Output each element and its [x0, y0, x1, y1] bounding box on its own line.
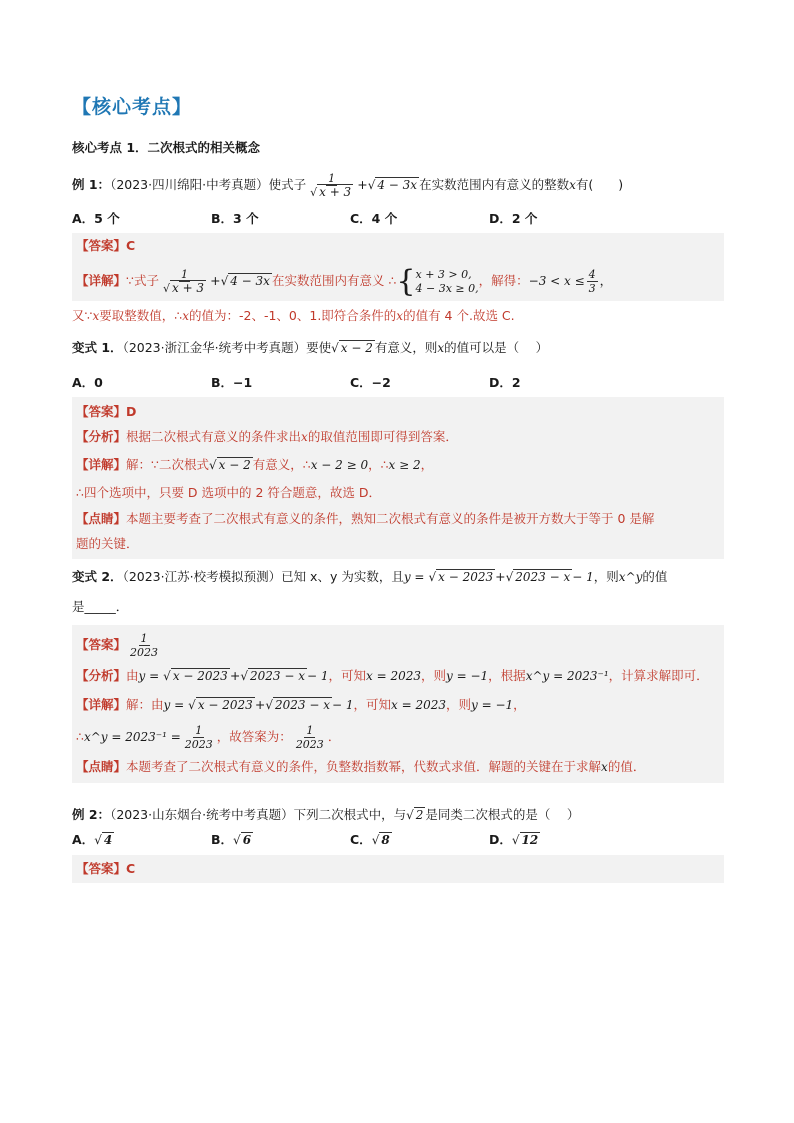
option-d[interactable]: D．2 个: [489, 211, 538, 226]
inequality-system: { x + 3 > 0, 4 − 3x ≥ 0,: [396, 263, 479, 299]
option-b[interactable]: B．3 个: [211, 211, 259, 226]
option-c[interactable]: C．√ 8: [350, 832, 390, 847]
example-1-question: 例 1：（2023·四川绵阳·中考真题）使式子 $\frac{1}{√ x + 3}$ +√ 4 − 3x 在实数范围内有意义的整数x有( ): [72, 172, 624, 199]
section-header: 【核心考点】: [72, 96, 193, 118]
fraction: $\frac{1}{√ x + 3}$: [310, 172, 352, 199]
option-c[interactable]: C．4 个: [350, 211, 398, 226]
example-2-question: 例 2：（2023·山东烟台·统考中考真题）下列二次根式中，与√ 2 是同类二次根式的是（ ）: [72, 807, 580, 822]
option-a[interactable]: A．√ 4: [72, 832, 113, 847]
option-b[interactable]: B．√ 6: [211, 832, 252, 847]
variant-1-options: [72, 372, 724, 394]
answer-line: 【答案】C: [76, 238, 136, 253]
detail-line: 【详解】∵式子 $\frac{1}{√ x + 3}$ +√ 4 − 3x 在实数范围内有意义 ∴ { x + 3 > 0, 4 − 3x ≥ 0, ，解得：−3 < x ≤ $\frac{4}{3}$ ，: [76, 263, 613, 299]
option-b[interactable]: B．−1: [211, 375, 253, 390]
topic-title: 核心考点 1．二次根式的相关概念: [72, 140, 261, 155]
example-2-options: [72, 828, 724, 852]
page-content: 【核心考点】 核心考点 1．二次根式的相关概念 例 1：（2023·四川绵阳·中考真题）使式子 $\frac{1}{√ x + 3}$ +√ 4 − 3x 在实数范围内有意义的整数x有( ) A．5 个 B．3 个 C．4 个 D．2 个 【答案】C 【详解】∵式子 $\frac{1}{√ x + 3}$ +√ 4 − 3x 在实数范围内有意义 ∴ { x + 3 > 0, 4 − 3x ≥ 0, ，解得：−3 < x ≤ $\frac{4}{3}$ ， 又∵x要取整数值，∴x的值为：-2、-1、0、1.即符合条件的x的值有 4 个.故选 C. 变式 1．（2023·浙江金华·统考中考真题）要使√ x − 2 有意义，则x的值可以是（ ） A．0 B．−1 C．−2 D．2 【答案】D 【分析】根据二次根式有意义的条件求出x的取值范围即可得到答案． 【详解】解：∵二次根式√ x − 2 有意义，∴x − 2 ≥ 0，∴x ≥ 2， ∴四个选项中，只要 D 选项中的 2 符合题意，故选 D． 【点睛】本题主要考查了二次根式有意义的条件，熟知二次根式有意义的条件是被开方数大于等于 0 是解 题的关键． 变式 2．（2023·江苏·校考模拟预测）已知 x、y 为实数，且y = √ x − 2023 +√ 2023 − x − 1，则x^y的值 是_____． 【答案】 $\frac{1}{2023}$ 【分析】由y = √ x − 2023 +√ 2023 − x − 1，可知x = 2023，则y = −1，根据x^y = 2023⁻¹，计算求解即可． 【详解】解：由y = √ x − 2023 +√ 2023 − x − 1，可知x = 2023，则y = −1， ∴x^y = 2023⁻¹ = $\frac{1}{2023}$ ，故答案为： $\frac{1}{2023}$ ． 【点睛】本题考查了二次根式有意义的条件，负整数指数幂，代数式求值．解题的关键在于求解x的值． 例 2：（2023·山东烟台·统考中考真题）下列二次根式中，与√ 2 是同类二次根式的是（ ） A．√ 4 B．√ 6 C．√ 8 D．√ 12 【答案】C: [72, 92, 724, 886]
detail-line-2: 又∵x要取整数值，∴x的值为：-2、-1、0、1.即符合条件的x的值有 4 个.故选 C.: [72, 308, 515, 323]
option-c[interactable]: C．−2: [350, 375, 391, 390]
variant-1-question: 变式 1．（2023·浙江金华·统考中考真题）要使√ x − 2 有意义，则x的值可以是（ ）: [72, 340, 549, 355]
radical: √ 4 − 3x: [367, 178, 418, 192]
option-d[interactable]: D．2: [489, 375, 521, 390]
option-a[interactable]: A．0: [72, 375, 103, 390]
example-1-options: [72, 208, 724, 230]
variant-1-solution: 【答案】D 【分析】根据二次根式有意义的条件求出x的取值范围即可得到答案． 【详解】解：∵二次根式√ x − 2 有意义，∴x − 2 ≥ 0，∴x ≥ 2， ∴四个选项中，只要 D 选项中的 2 符合题意，故选 D． 【点睛】本题主要考查了二次根式有意义的条件，熟知二次根式有意义的条件是被开方数大于等于 0 是解 题的关键．: [72, 397, 724, 559]
example-2-solution: 【答案】C: [72, 855, 724, 883]
example-1-solution: [72, 233, 724, 301]
variant-2-solution: 【答案】 $\frac{1}{2023}$ 【分析】由y = √ x − 2023 +√ 2023 − x − 1，可知x = 2023，则y = −1，根据x^y = 2023⁻¹，计算求解即可． 【详解】解：由y = √ x − 2023 +√ 2023 − x − 1，可知x = 2023，则y = −1， ∴x^y = 2023⁻¹ = $\frac{1}{2023}$ ，故答案为： $\frac{1}{2023}$ ． 【点睛】本题考查了二次根式有意义的条件，负整数指数幂，代数式求值．解题的关键在于求解x的值．: [72, 625, 724, 783]
option-a[interactable]: A．5 个: [72, 211, 120, 226]
option-d[interactable]: D．√ 12: [489, 832, 539, 847]
variant-2-question: 变式 2．（2023·江苏·校考模拟预测）已知 x、y 为实数，且y = √ x − 2023 +√ 2023 − x − 1，则x^y的值: [72, 569, 668, 584]
